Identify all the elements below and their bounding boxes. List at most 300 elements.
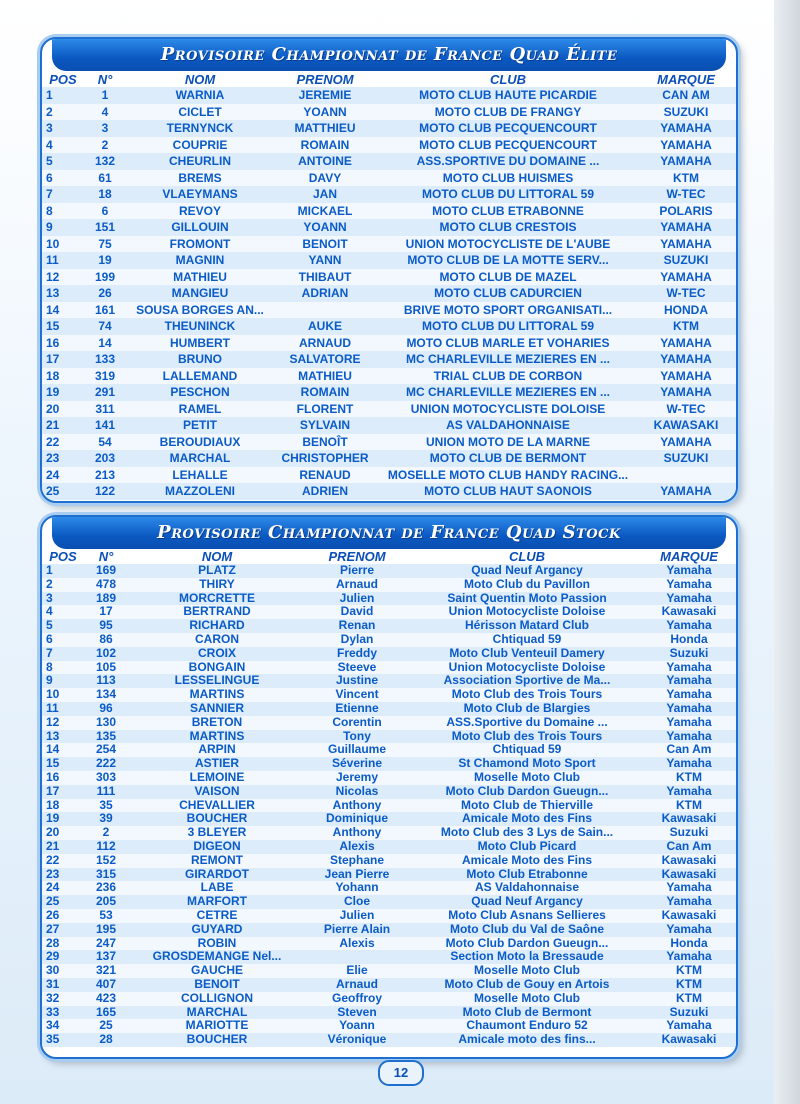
cell-marque: HONDA [664, 302, 708, 317]
cell-prenom: ROMAIN [300, 385, 350, 399]
cell-prenom: RENAUD [299, 467, 351, 482]
cell-pos: 2 [46, 104, 53, 119]
cell-club: UNION MOTOCYCLISTE DOLOISE [410, 401, 606, 416]
cell-club: Moto Club du Pavillon [464, 577, 590, 591]
cell-club: Hérisson Matard Club [464, 619, 590, 633]
col-num: N° [98, 549, 114, 564]
cell-pos: 9 [46, 674, 53, 688]
cell-club: Moselle Moto Club [474, 991, 580, 1005]
cell-prenom [302, 950, 412, 964]
cell-club: Moto Club du Val de Saône [449, 922, 604, 936]
cell-club: MOTO CLUB PECQUENCOURT [419, 137, 597, 152]
cell-marque: Kawasaki [661, 853, 717, 867]
cell-nom: THEUNINCK [164, 319, 236, 333]
cell-nom: MARTINS [189, 688, 245, 702]
cell-nom: BONGAIN [188, 660, 246, 674]
cell-club: MOTO CLUB DU LITTORAL 59 [421, 319, 594, 333]
cell-pos: 25 [46, 484, 60, 498]
cell-prenom: Freddy [336, 646, 377, 660]
table-row [42, 826, 736, 840]
cell-pos: 15 [46, 319, 60, 333]
cell-nom: MARFORT [187, 895, 247, 909]
cell-num: 75 [98, 236, 112, 251]
cell-marque: YAMAHA [660, 220, 712, 234]
cell-club: UNION MOTOCYCLISTE DE L'AUBE [405, 236, 611, 251]
cell-marque: Yamaha [666, 922, 712, 936]
cell-num: 54 [98, 434, 112, 449]
cell-marque: W-TEC [666, 401, 706, 416]
cell-marque: Suzuki [669, 646, 709, 660]
table-row [42, 87, 736, 104]
cell-marque: KTM [673, 319, 699, 333]
cell-club: MOTO CLUB HAUT SAONOIS [424, 484, 592, 498]
cell-num: 53 [99, 908, 113, 922]
cell-club: Moto Club Etrabonne [466, 867, 588, 881]
cell-pos: 20 [46, 401, 60, 416]
table-row [42, 186, 736, 203]
cell-prenom: THIBAUT [298, 269, 352, 284]
page-edge [774, 0, 800, 1104]
cell-num: 133 [94, 352, 116, 366]
cell-pos: 30 [46, 964, 60, 978]
cell-pos: 15 [46, 757, 60, 771]
cell-nom: CARON [195, 632, 239, 646]
cell-pos: 2 [46, 577, 53, 591]
cell-marque [636, 467, 736, 484]
cell-club: UNION MOTO DE LA MARNE [426, 434, 590, 449]
cell-club: MOTO CLUB ETRABONNE [432, 203, 584, 218]
cell-club: Union Motocycliste Doloise [448, 660, 606, 674]
table-row [42, 137, 736, 154]
cell-club: MOTO CLUB DE BERMONT [429, 451, 587, 465]
cell-marque: Kawasaki [661, 867, 717, 881]
cell-marque: Suzuki [669, 826, 709, 840]
cell-num: 3 [101, 121, 109, 135]
cell-pos: 9 [46, 220, 53, 234]
cell-num: 112 [96, 839, 116, 853]
cell-pos: 25 [46, 895, 60, 909]
cell-prenom: SALVATORE [289, 352, 361, 366]
cell-pos: 24 [46, 467, 60, 482]
cell-marque: Yamaha [666, 881, 712, 895]
cell-pos: 13 [46, 286, 60, 300]
cell-club: Moto Club Dardon Gueugn... [445, 936, 609, 950]
cell-nom: LEMOINE [189, 770, 245, 784]
cell-club: St Chamond Moto Sport [458, 757, 596, 771]
cell-num: 152 [95, 853, 117, 867]
cell-nom: WARNIA [175, 88, 225, 102]
cell-club: Moto Club de Bermont [462, 1005, 592, 1019]
col-club: CLUB [489, 71, 527, 87]
cell-club: Union Motocycliste Doloise [448, 605, 606, 619]
cell-club: MOTO CLUB CADURCIEN [434, 286, 582, 300]
cell-prenom: Pierre [339, 564, 375, 577]
cell-nom: REVOY [178, 203, 221, 218]
table-row [42, 854, 736, 868]
cell-nom: MORCRETTE [179, 591, 255, 605]
table-row [42, 170, 736, 187]
cell-nom: MARCHAL [186, 1005, 248, 1019]
table-row [42, 302, 736, 319]
cell-pos: 5 [46, 619, 53, 633]
stock-standings-table [42, 549, 736, 1047]
cell-pos: 20 [46, 826, 60, 840]
cell-club: MOTO CLUB HUISMES [442, 170, 574, 185]
table-row [42, 368, 736, 385]
cell-num: 14 [98, 335, 112, 350]
cell-club: Amicale Moto des Fins [461, 812, 593, 826]
cell-prenom: Julien [339, 908, 375, 922]
cell-prenom: JEREMIE [298, 88, 352, 102]
cell-club: MC CHARLEVILLE MEZIERES EN ... [405, 385, 610, 399]
cell-pos: 17 [46, 784, 60, 798]
cell-pos: 26 [46, 908, 60, 922]
cell-club: Section Moto la Bressaude [450, 950, 604, 964]
table-row [42, 730, 736, 744]
cell-prenom: Etienne [335, 701, 379, 715]
cell-club: Amicale Moto des Fins [461, 853, 593, 867]
cell-marque: Yamaha [666, 729, 712, 743]
col-prenom: PRENOM [328, 549, 386, 564]
cell-num: 319 [94, 368, 116, 383]
cell-marque: Yamaha [666, 757, 712, 771]
col-pos: POS [49, 71, 77, 87]
cell-nom: BRETON [191, 715, 243, 729]
cell-num: 1 [101, 88, 109, 102]
cell-prenom [270, 302, 380, 319]
table-row [42, 104, 736, 121]
cell-pos: 19 [46, 812, 60, 826]
stock-header-row [42, 549, 736, 564]
cell-prenom: Jeremy [335, 770, 379, 784]
cell-pos: 28 [46, 936, 60, 950]
cell-nom: MARTINS [189, 729, 245, 743]
cell-club: Moselle Moto Club [474, 770, 580, 784]
cell-club: ASS.Sportive du Domaine ... [446, 715, 608, 729]
cell-num: 2 [102, 826, 110, 840]
table-row [42, 978, 736, 992]
cell-club: Moto Club Asnans Sellieres [448, 908, 606, 922]
cell-num: 95 [99, 619, 113, 633]
cell-nom: THIRY [199, 577, 235, 591]
cell-num: 291 [94, 385, 116, 399]
table-row [42, 702, 736, 716]
cell-pos: 34 [46, 1019, 60, 1033]
cell-pos: 33 [46, 1005, 60, 1019]
cell-nom: VAISON [194, 784, 240, 798]
cell-club: Chtiquad 59 [492, 632, 562, 646]
cell-num: 222 [95, 757, 117, 771]
cell-nom: MARIOTTE [185, 1019, 249, 1033]
table-row [42, 757, 736, 771]
cell-marque: Kawasaki [661, 1033, 717, 1047]
cell-pos: 13 [46, 729, 60, 743]
cell-pos: 1 [46, 88, 53, 102]
cell-club: Moto Club Dardon Gueugn... [445, 784, 609, 798]
cell-prenom: YOANN [303, 104, 347, 119]
cell-nom: LESSELINGUE [174, 674, 260, 688]
cell-num: 130 [95, 715, 117, 729]
cell-marque: Yamaha [666, 701, 712, 715]
cell-pos: 23 [46, 867, 60, 881]
cell-num: 111 [96, 784, 116, 798]
cell-prenom: DAVY [308, 170, 342, 185]
cell-marque: KTM [676, 770, 702, 784]
cell-nom: CHEVALLIER [179, 798, 255, 812]
cell-num: 303 [95, 770, 117, 784]
cell-club: TRIAL CLUB DE CORBON [433, 368, 583, 383]
cell-prenom: Séverine [331, 757, 383, 771]
cell-marque: KAWASAKI [653, 418, 719, 432]
cell-nom: HUMBERT [170, 335, 230, 350]
cell-marque: KTM [676, 991, 702, 1005]
cell-num: 135 [95, 729, 117, 743]
table-row [42, 840, 736, 854]
table-row [42, 1033, 736, 1047]
table-row [42, 269, 736, 286]
cell-nom: ARPIN [198, 743, 236, 757]
table-row [42, 633, 736, 647]
cell-marque: YAMAHA [660, 434, 712, 449]
cell-num: 19 [98, 253, 112, 267]
cell-num: 203 [94, 451, 116, 465]
cell-pos: 21 [46, 839, 60, 853]
cell-num: 478 [95, 577, 117, 591]
cell-nom: LALLEMAND [162, 368, 238, 383]
cell-num: 105 [95, 660, 117, 674]
cell-prenom: YANN [308, 253, 342, 267]
table-row [42, 1019, 736, 1033]
col-prenom: PRENOM [296, 71, 354, 87]
cell-marque: Yamaha [666, 688, 712, 702]
table-row [42, 605, 736, 619]
cell-club: Moto Club Venteuil Damery [449, 646, 605, 660]
cell-num: 213 [94, 467, 116, 482]
cell-nom: GIRARDOT [185, 867, 249, 881]
cell-num: 141 [94, 418, 116, 432]
cell-marque: Can Am [666, 743, 712, 757]
cell-marque: KTM [676, 798, 702, 812]
cell-prenom: MICKAEL [297, 203, 353, 218]
cell-pos: 8 [46, 660, 53, 674]
cell-prenom: ADRIEN [301, 484, 348, 498]
cell-marque: Kawasaki [661, 812, 717, 826]
table-row [42, 592, 736, 606]
cell-prenom: JAN [312, 187, 337, 201]
cell-num: 199 [94, 269, 116, 284]
cell-marque: Yamaha [666, 715, 712, 729]
elite-header-row [42, 71, 736, 87]
table-row [42, 252, 736, 269]
cell-num: 315 [95, 867, 117, 881]
table-row [42, 964, 736, 978]
cell-prenom: Renan [338, 619, 376, 633]
cell-nom: SANNIER [189, 701, 244, 715]
cell-num: 39 [99, 812, 113, 826]
table-row [42, 812, 736, 826]
cell-num: 102 [95, 646, 117, 660]
table-row [42, 895, 736, 909]
cell-num: 25 [99, 1019, 113, 1033]
table-row [42, 771, 736, 785]
cell-nom: MARCHAL [169, 451, 231, 465]
cell-marque: Suzuki [669, 1005, 709, 1019]
cell-num: 407 [95, 977, 117, 991]
cell-club: Chtiquad 59 [492, 743, 562, 757]
stock-standings-panel [40, 515, 738, 1059]
cell-nom: CICLET [178, 104, 222, 119]
page-number: 12 [378, 1060, 424, 1086]
cell-pos: 10 [46, 688, 60, 702]
cell-num: 134 [95, 688, 117, 702]
cell-pos: 23 [46, 451, 60, 465]
cell-nom: BENOIT [194, 977, 240, 991]
cell-prenom: Véronique [327, 1033, 387, 1047]
table-row [42, 799, 736, 813]
table-row [42, 868, 736, 882]
cell-nom: BERTRAND [183, 605, 251, 619]
cell-num: 236 [95, 881, 117, 895]
cell-club: Quad Neuf Argancy [471, 895, 583, 909]
cell-prenom: Elie [346, 964, 368, 978]
cell-prenom: Nicolas [335, 784, 379, 798]
cell-marque: YAMAHA [660, 269, 712, 284]
cell-prenom: Tony [343, 729, 371, 743]
cell-pos: 7 [46, 646, 53, 660]
cell-marque: Yamaha [666, 784, 712, 798]
cell-nom: BREMS [178, 170, 222, 185]
cell-club: MOTO CLUB PECQUENCOURT [419, 121, 597, 135]
cell-prenom: YOANN [303, 220, 347, 234]
col-marque: MARQUE [660, 549, 718, 564]
table-row [42, 674, 736, 688]
cell-prenom: Cloe [343, 895, 370, 909]
table-row [42, 937, 736, 951]
cell-club: BRIVE MOTO SPORT ORGANISATI... [403, 302, 613, 317]
cell-pos: 31 [46, 977, 60, 991]
cell-nom: MAGNIN [175, 253, 225, 267]
cell-prenom: Steeve [337, 660, 377, 674]
cell-pos: 12 [46, 269, 60, 284]
cell-marque: Kawasaki [661, 605, 717, 619]
cell-pos: 11 [46, 253, 59, 267]
cell-nom: PETIT [182, 418, 217, 432]
table-row [42, 335, 736, 352]
cell-nom: COUPRIE [172, 137, 228, 152]
cell-prenom: Stephane [329, 853, 384, 867]
table-row [42, 1006, 736, 1020]
cell-marque: YAMAHA [660, 385, 712, 399]
cell-prenom: FLORENT [296, 401, 354, 416]
cell-num: 165 [95, 1005, 117, 1019]
cell-club: Moto Club de Blargies [463, 701, 591, 715]
cell-club: Amicale moto des fins... [458, 1033, 596, 1047]
cell-num: 137 [95, 950, 117, 964]
cell-nom: GAUCHE [190, 964, 243, 978]
cell-pos: 14 [46, 743, 60, 757]
table-row [42, 564, 736, 578]
table-row [42, 483, 736, 500]
cell-marque: KTM [673, 170, 699, 185]
cell-marque: YAMAHA [660, 154, 712, 168]
col-nom: NOM [184, 71, 216, 87]
cell-marque: Yamaha [666, 1019, 712, 1033]
cell-club: Moto Club Picard [477, 839, 577, 853]
cell-prenom: CHRISTOPHER [281, 451, 369, 465]
table-row [42, 923, 736, 937]
cell-prenom: Julien [339, 591, 375, 605]
cell-marque: Yamaha [666, 895, 712, 909]
cell-prenom: Corentin [332, 715, 382, 729]
table-row [42, 661, 736, 675]
cell-pos: 3 [46, 121, 53, 135]
cell-prenom: AUKE [307, 319, 342, 333]
table-row [42, 236, 736, 253]
elite-title: Provisoire Championnat de France Quad Élite [52, 39, 726, 71]
cell-club: ASS.SPORTIVE DU DOMAINE ... [416, 154, 600, 168]
cell-prenom: Pierre Alain [323, 922, 391, 936]
cell-nom: TERNYNCK [166, 121, 234, 135]
stock-title: Provisoire Championnat de France Quad Stock [52, 517, 726, 549]
cell-club: MOTO CLUB DU LITTORAL 59 [421, 187, 594, 201]
cell-num: 28 [99, 1033, 113, 1047]
stock-rows [42, 564, 736, 1047]
col-marque: MARQUE [657, 71, 715, 87]
cell-nom: RAMEL [178, 401, 222, 416]
cell-club: Moto Club des Trois Tours [451, 729, 603, 743]
cell-prenom: Geoffroy [331, 991, 382, 1005]
cell-nom: PESCHON [170, 385, 230, 399]
cell-num: 61 [98, 170, 112, 185]
cell-pos: 16 [46, 770, 60, 784]
cell-marque: YAMAHA [660, 335, 712, 350]
cell-nom: MANGIEU [171, 286, 229, 300]
cell-nom: VLAEYMANS [162, 187, 238, 201]
cell-nom: SOUSA BORGES AN... [136, 302, 264, 317]
cell-nom: LEHALLE [172, 467, 228, 482]
cell-prenom: ADRIAN [301, 286, 349, 300]
cell-club: Moto Club des 3 Lys de Sain... [440, 826, 614, 840]
cell-marque: YAMAHA [660, 236, 712, 251]
cell-num: 254 [95, 743, 117, 757]
cell-club: Chaumont Enduro 52 [466, 1019, 588, 1033]
cell-prenom: MATTHIEU [294, 121, 356, 135]
table-row [42, 318, 736, 335]
cell-nom: BOUCHER [186, 812, 248, 826]
cell-nom: ROBIN [197, 936, 237, 950]
cell-num: 132 [94, 154, 116, 168]
cell-marque: POLARIS [659, 203, 713, 218]
cell-pos: 7 [46, 187, 53, 201]
cell-club: MOTO CLUB MARLE ET VOHARIES [406, 335, 610, 350]
cell-marque: SUZUKI [663, 253, 709, 267]
cell-pos: 22 [46, 853, 60, 867]
table-row [42, 688, 736, 702]
table-row [42, 434, 736, 451]
cell-marque: Honda [670, 632, 708, 646]
cell-num: 247 [95, 936, 117, 950]
cell-marque: Yamaha [666, 619, 712, 633]
elite-standings-table [42, 71, 736, 500]
cell-pos: 11 [46, 701, 59, 715]
cell-prenom: Alexis [339, 936, 375, 950]
cell-club: Moto Club de Thierville [460, 798, 593, 812]
table-row [42, 401, 736, 418]
cell-prenom: BENOIT [302, 236, 348, 251]
cell-prenom: SYLVAIN [299, 418, 351, 432]
cell-nom: GROSDEMANGE Nel... [152, 950, 282, 964]
table-row [42, 417, 736, 434]
